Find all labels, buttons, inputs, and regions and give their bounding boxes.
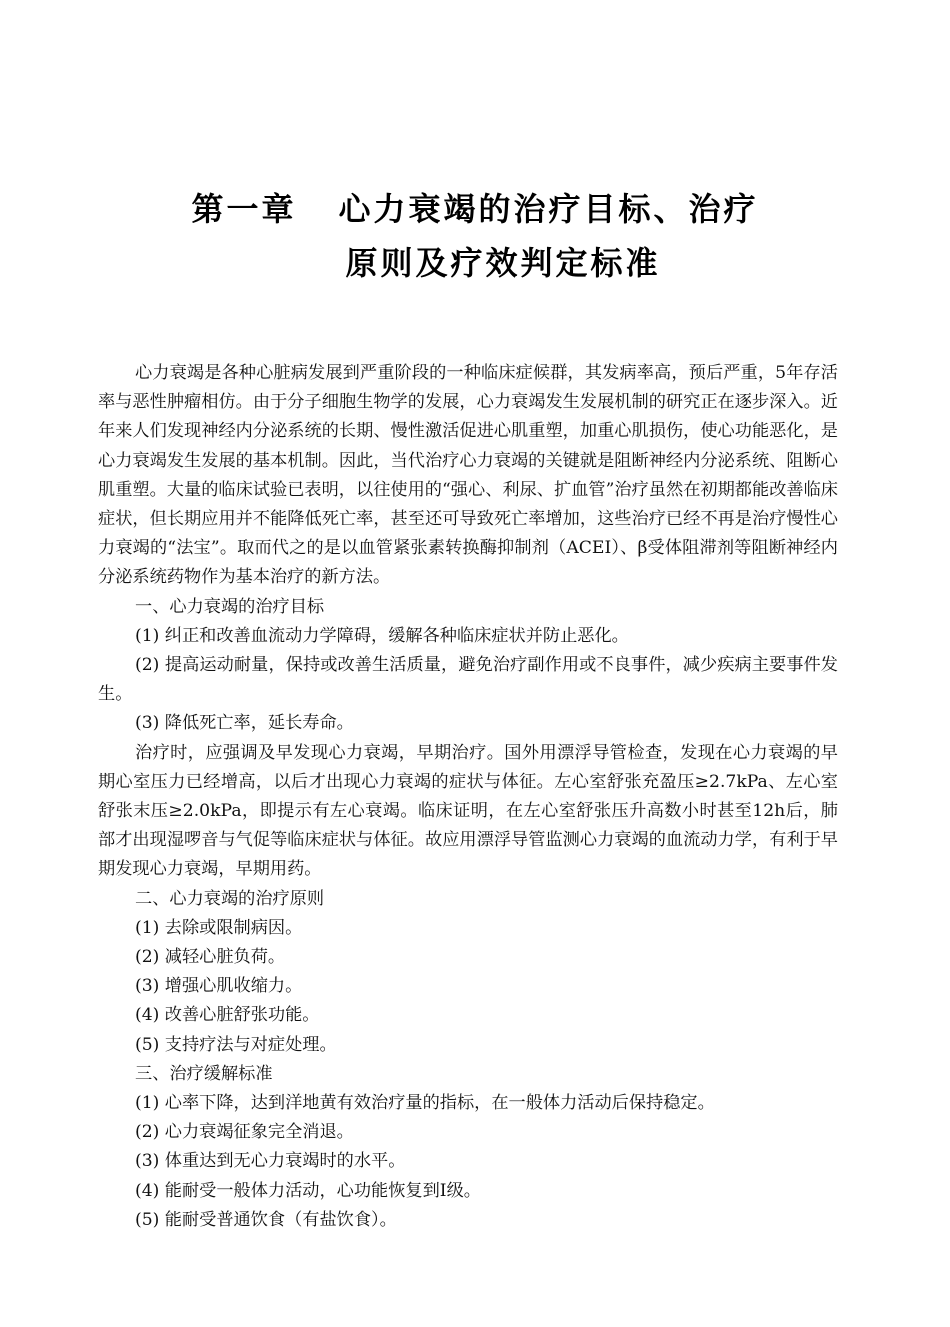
list-item: (2) 心力衰竭征象完全消退。 xyxy=(135,1122,354,1143)
document-body xyxy=(98,359,838,1235)
chapter-title-line-1 xyxy=(0,184,950,230)
list-item: (4) 改善心脏舒张功能。 xyxy=(135,1005,320,1026)
section-heading-criteria: 三、治疗缓解标准 xyxy=(135,1063,273,1084)
section-heading-goals: 一、心力衰竭的治疗目标 xyxy=(135,596,325,617)
chapter-title-line-2: 原则及疗效判定标准 xyxy=(345,244,661,282)
goals-note-paragraph: 治疗时，应强调及早发现心力衰竭，早期治疗。国外用漂浮导管检查，发现在心力衰竭的早期心室压力已经增高，以后才出现心力衰竭的症状与体征。左心室舒张充盈压≥2.7kPa、左心室舒张末压≥2.0kPa，即提示有左心衰竭。临床证明，在左心室舒张压升高数小时甚至12h后，肺部才出现湿啰音与气促等临床症状与体征。故应用漂浮导管监测心力衰竭的血流动力学，有利于早期发现心力衰竭，早期用药。 xyxy=(98,742,838,880)
list-item: (2) 提高运动耐量，保持或改善生活质量，避免治疗副作用或不良事件，减少疾病主要事件发生。 xyxy=(98,655,838,705)
list-item: (5) 支持疗法与对症处理。 xyxy=(135,1034,337,1055)
list-item: (1) 去除或限制病因。 xyxy=(135,917,303,938)
list-item: (3) 降低死亡率，延长寿命。 xyxy=(135,713,354,734)
list-item: (3) 体重达到无心力衰竭时的水平。 xyxy=(135,1151,406,1172)
list-item: (2) 减轻心脏负荷。 xyxy=(135,947,286,968)
list-item: (3) 增强心肌收缩力。 xyxy=(135,976,303,997)
section-heading-principles: 二、心力衰竭的治疗原则 xyxy=(135,888,325,909)
chapter-number: 第一章 xyxy=(191,190,297,228)
chapter-title-main: 心力衰竭的治疗目标、治疗 xyxy=(338,190,759,228)
list-item: (1) 纠正和改善血流动力学障碍，缓解各种临床症状并防止恶化。 xyxy=(135,625,629,646)
intro-paragraph: 心力衰竭是各种心脏病发展到严重阶段的一种临床症候群，其发病率高，预后严重，5年存活率与恶性肿瘤相仿。由于分子细胞生物学的发展，心力衰竭发生发展机制的研究正在逐步深入。近年来人们发现神经内分泌系统的长期、慢性激活促进心肌重塑，加重心肌损伤，使心功能恶化，是心力衰竭发生发展的基本机制。因此，当代治疗心力衰竭的关键就是阻断神经内分泌系统、阻断心肌重塑。大量的临床试验已表明，以往使用的“强心、利尿、扩血管”治疗虽然在初期都能改善临床症状，但长期应用并不能降低死亡率，甚至还可导致死亡率增加，这些治疗已经不再是治疗慢性心力衰竭的“法宝”。取而代之的是以血管紧张素转换酶抑制剂（ACEI）、β受体阻滞剂等阻断神经内分泌系统药物作为基本治疗的新方法。 xyxy=(98,363,838,588)
list-item: (1) 心率下降，达到洋地黄有效治疗量的指标，在一般体力活动后保持稳定。 xyxy=(135,1093,715,1114)
list-item: (4) 能耐受一般体力活动，心功能恢复到Ⅰ级。 xyxy=(135,1180,481,1201)
list-item: (5) 能耐受普通饮食（有盐饮食）。 xyxy=(135,1209,397,1230)
